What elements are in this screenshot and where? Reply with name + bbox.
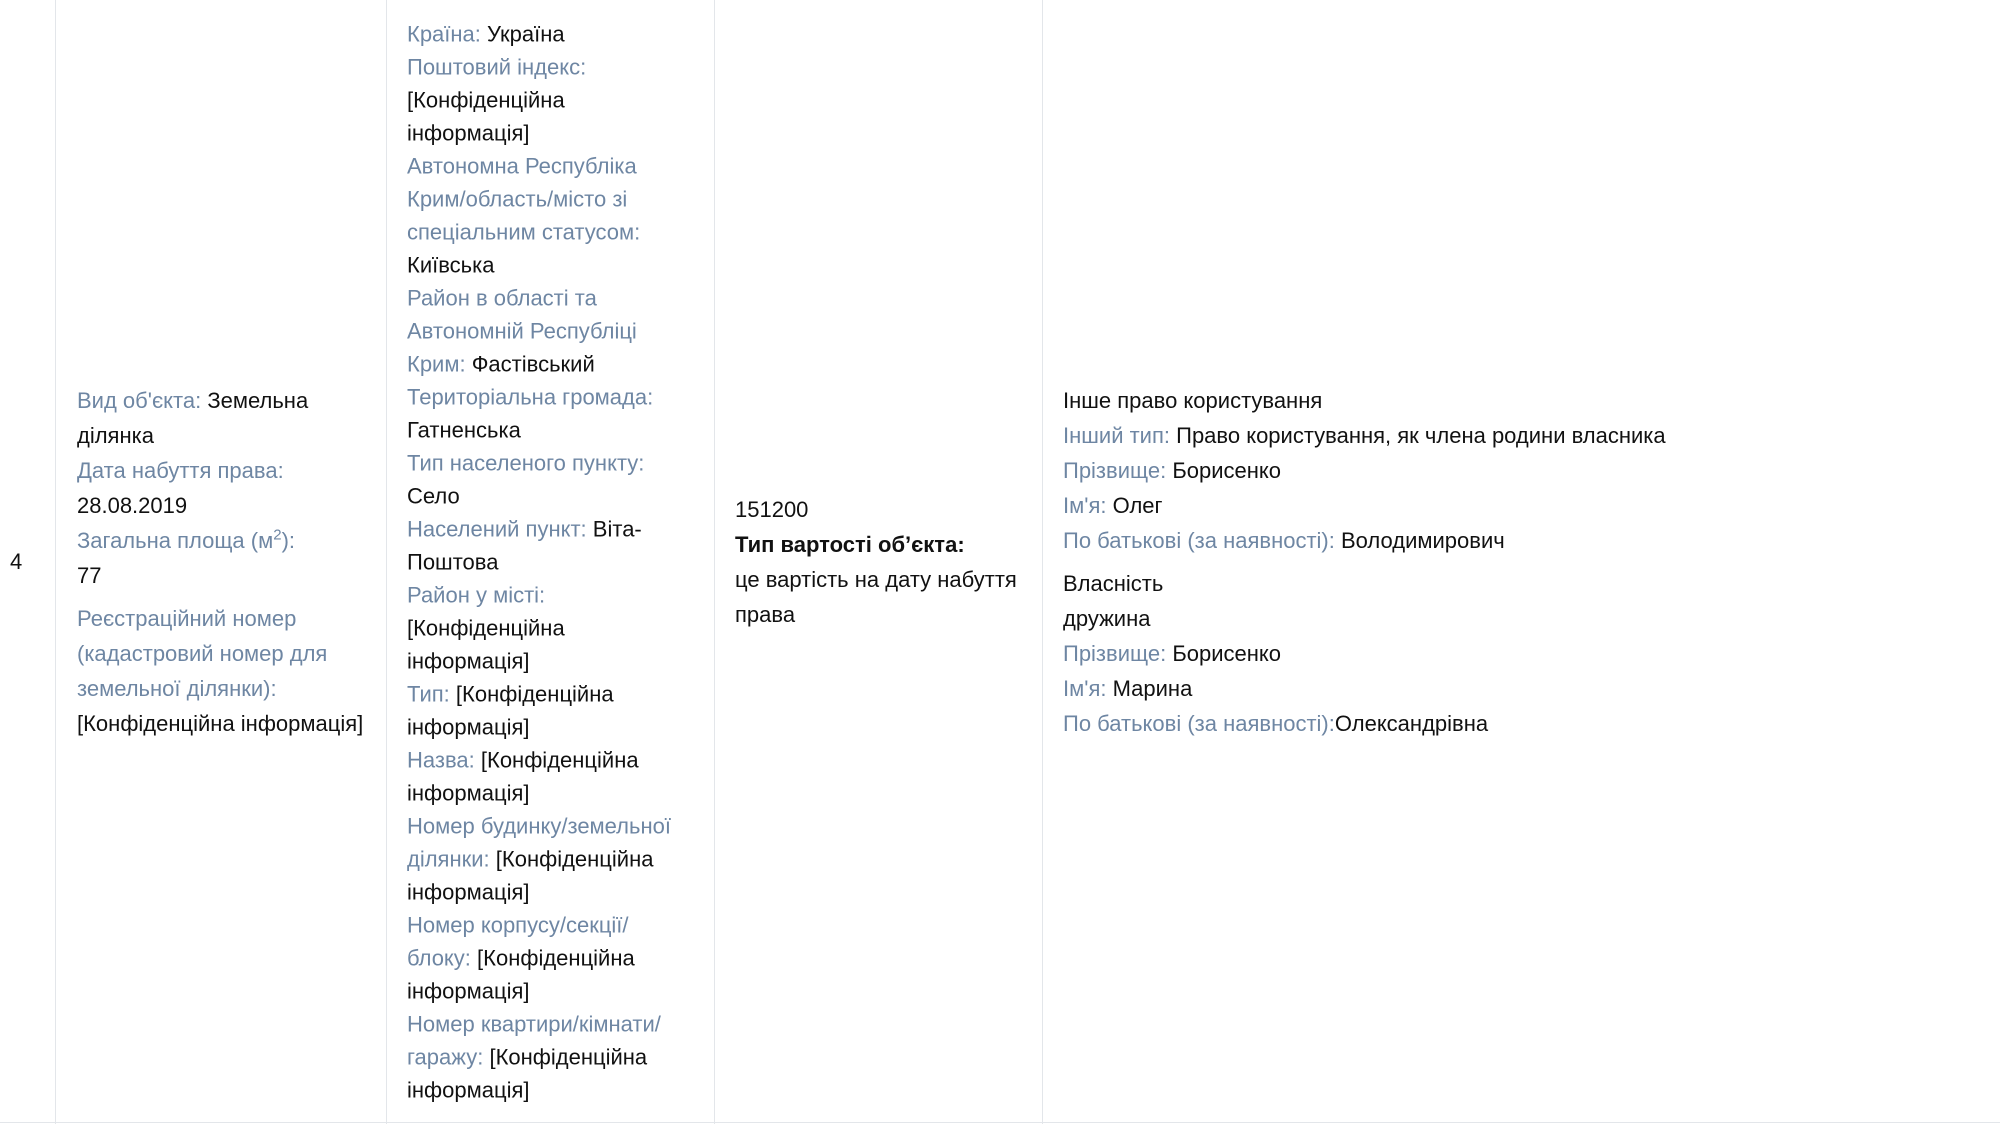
object-type — [77, 383, 366, 453]
address-building-section: Номер корпусу/секції/блоку: [Конфіденційна інформація] — [407, 912, 635, 1004]
cadastral-number-label: Реєстраційний номер (кадастровий номер для земельної ділянки): — [77, 606, 328, 701]
object-type-label: Вид об'єкта: — [77, 388, 202, 413]
value-type-value: це вартість на дату набуття права — [735, 567, 1017, 627]
row-number-cell — [0, 0, 55, 1124]
value-type-label: Тип вартості об’єкта: — [735, 532, 965, 557]
address-list — [407, 18, 692, 1107]
address-postal-code: Поштовий індекс: [Конфіденційна інформація] — [407, 54, 587, 146]
right-heading: Власність — [1063, 571, 1164, 596]
right-surname: Прізвище: Борисенко — [1063, 641, 1282, 666]
object-value: 151200 — [735, 497, 809, 522]
address-settlement-type: Тип населеного пункту: Село — [407, 450, 645, 509]
rights-cell — [1043, 0, 2000, 1124]
row-bottom-border — [0, 1122, 2000, 1123]
address-community: Територіальна громада: Гатненська — [407, 384, 654, 443]
right-ownership — [1063, 566, 1980, 741]
right-patronymic: По батькові (за наявності): Володимирович — [1063, 528, 1505, 553]
address-house-number: Номер будинку/земельної ділянки: [Конфіденційна інформація] — [407, 813, 671, 905]
address-street-name: Назва: [Конфіденційна інформація] — [407, 747, 639, 806]
address-district: Район в області та Автономній Республіці Крим: Фастівський — [407, 285, 637, 377]
total-area-value: 77 — [77, 563, 102, 588]
address-cell — [387, 0, 714, 1124]
address-region: Автономна Республіка Крим/область/місто зі спеціальним статусом: Київська — [407, 153, 641, 278]
value-cell — [715, 0, 1042, 1124]
acquisition-date-label: Дата набуття права: — [77, 458, 284, 483]
right-name: Ім'я: Марина — [1063, 676, 1193, 701]
object-cell — [56, 0, 386, 1124]
acquisition-date-value: 28.08.2019 — [77, 493, 188, 518]
right-surname: Прізвище: Борисенко — [1063, 458, 1282, 483]
cadastral-number — [77, 601, 366, 741]
address-apartment: Номер квартири/кімнати/гаражу: [Конфіденційна інформація] — [407, 1011, 661, 1103]
address-street-type: Тип: [Конфіденційна інформація] — [407, 681, 614, 740]
row-number: 4 — [10, 549, 23, 574]
total-area-label: Загальна площа $(м^2)$: — [77, 526, 296, 553]
right-relation: дружина — [1063, 606, 1151, 631]
acquisition-date — [77, 453, 366, 523]
right-other-use — [1063, 383, 1980, 558]
total-area — [77, 523, 366, 593]
right-patronymic: По батькові (за наявності):Олександрівна — [1063, 711, 1489, 736]
right-heading: Інше право користування — [1063, 388, 1323, 413]
cadastral-number-value: [Конфіденційна інформація] — [77, 711, 364, 736]
address-settlement: Населений пункт: Віта-Поштова — [407, 516, 642, 575]
object-type-value: Земельна ділянка — [77, 388, 309, 448]
address-city-district: Район у місті: [Конфіденційна інформація] — [407, 582, 565, 674]
right-name: Ім'я: Олег — [1063, 493, 1163, 518]
address-country: Країна: Україна — [407, 21, 565, 47]
right-other-type: Інший тип: Право користування, як члена родини власника — [1063, 423, 1666, 448]
